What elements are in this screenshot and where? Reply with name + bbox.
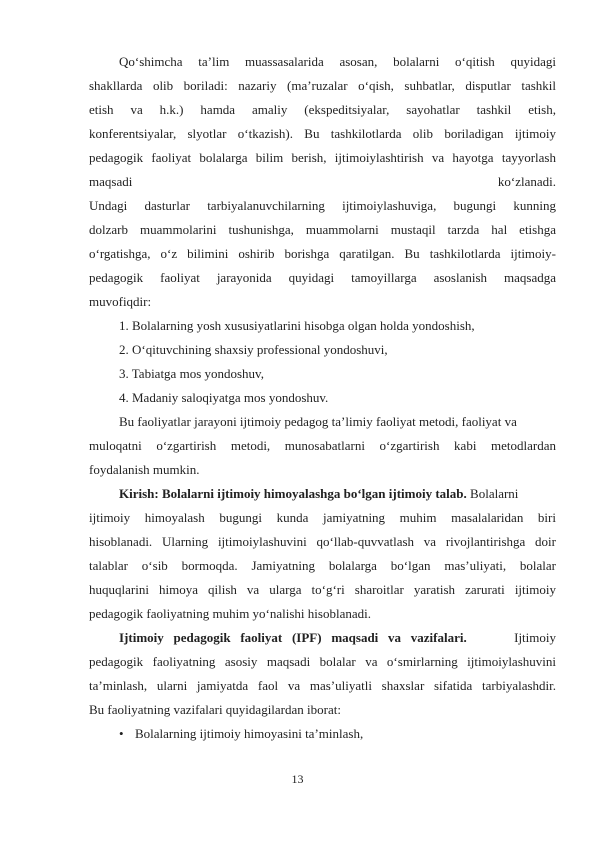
list-item: 4. Madaniy saloqiyatga mos yondoshuv. bbox=[119, 390, 329, 405]
bullet-text: Bolalarning ijtimoiy himoyasini ta’minlash, bbox=[135, 726, 364, 741]
text-line: talablar o‘sib bormoqda. Jamiyatning bolalarga bo‘lgan mas’uliyati, bolalar bbox=[89, 558, 556, 573]
text-line: pedagogik faoliyatning muhim yo‘nalishi hisoblanadi. bbox=[89, 606, 371, 621]
text-line: hisoblanadi. Ularning ijtimoiylashuvini qo‘llab-quvvatlash va rivojlantirishga doir bbox=[89, 534, 556, 549]
section-heading-line bbox=[119, 626, 556, 650]
section-heading-line bbox=[119, 482, 556, 506]
text-line: pedagogik faoliyatning asosiy maqsadi bolalar va o‘smirlarning ijtimoiylashuvini bbox=[89, 654, 556, 669]
page-number: 13 bbox=[291, 772, 304, 786]
text-line: shakllarda olib boriladi: nazariy (ma’ruzalar o‘qish, suhbatlar, disputlar tashkil bbox=[89, 78, 556, 93]
text-line: Undagi dasturlar tarbiyalanuvchilarning ijtimoiylashuviga, bugungi kunning bbox=[89, 198, 556, 213]
text-line: dolzarb muammolarini tushunishga, muammolarni mustaqil tarzda hal etishga bbox=[89, 222, 556, 237]
text-line: ko‘zlanadi. bbox=[497, 174, 556, 189]
list-item: 1. Bolalarning yosh xususiyatlarini hisobga olgan holda yondoshish, bbox=[119, 318, 475, 333]
text-line: etish va h.k.) hamda amaliy (ekspeditsiyalar, sayohatlar tashkil etish, bbox=[89, 102, 556, 117]
text-line: pedagogik faoliyat bolalarga bilim berish, ijtimoiylashtirish va hayotga tayyorlash bbox=[89, 150, 556, 165]
section-heading: Ijtimoiy pedagogik faoliyat (IPF) maqsadi va vazifalari. bbox=[119, 630, 467, 645]
bullet-icon: • bbox=[119, 726, 124, 741]
list-item: 3. Tabiatga mos yondoshuv, bbox=[119, 366, 264, 381]
text-line: ijtimoiy himoyalash bugungi kunda jamiyatning muhim masalalaridan biri bbox=[89, 510, 556, 525]
text-line: Qo‘shimcha ta’lim muassasalarida asosan, bolalarni o‘qitish quyidagi bbox=[119, 54, 556, 69]
text-line: ta’minlash, ularni jamiyatda faol va mas’uliyatli shaxslar sifatida tarbiyalashdir. bbox=[89, 678, 556, 693]
text-fragment: Bolalarni bbox=[466, 486, 519, 501]
text-line: muvofiqdir: bbox=[89, 294, 152, 309]
text-line: o‘rgatishga, o‘z bilimini oshirib borishga qaratilgan. Bu tashkilotlarda ijtimoiy- bbox=[89, 246, 556, 261]
list-item: 2. O‘qituvchining shaxsiy professional yondoshuvi, bbox=[119, 342, 388, 357]
bullet-item bbox=[119, 722, 556, 746]
text-line: konferentsiyalar, slyotlar o‘tkazish). Bu tashkilotlarda olib boriladigan ijtimoiy bbox=[89, 126, 556, 141]
text-line: foydalanish mumkin. bbox=[89, 462, 200, 477]
section-heading: Kirish: Bolalarni ijtimoiy himoyalashga bo‘lgan ijtimoiy talab. bbox=[119, 486, 467, 501]
text-line: maqsadi bbox=[89, 174, 133, 189]
text-line: muloqatni o‘zgartirish metodi, munosabatlarni o‘zgartirish kabi metodlardan bbox=[89, 438, 556, 453]
text-line: huquqlarini himoya qilish va ularga to‘g‘ri sharoitlar yaratish zarurati ijtimoiy bbox=[89, 582, 556, 597]
text-line: pedagogik faoliyat jarayonida quyidagi tamoyillarga asoslanish maqsadga bbox=[89, 270, 556, 285]
text-line: Bu faoliyatning vazifalari quyidagilardan iborat: bbox=[89, 702, 341, 717]
text-fragment: Ijtimoiy bbox=[507, 630, 556, 645]
text-line: Bu faoliyatlar jarayoni ijtimoiy pedagog ta’limiy faoliyat metodi, faoliyat va bbox=[119, 414, 517, 429]
